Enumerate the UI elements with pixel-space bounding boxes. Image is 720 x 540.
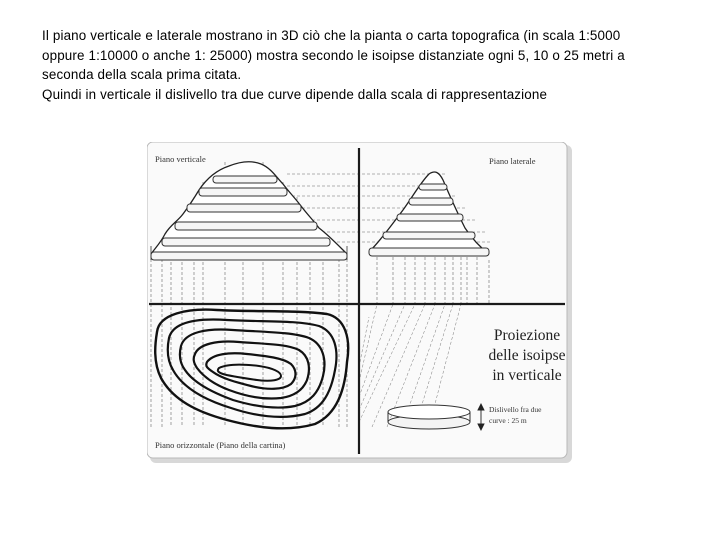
interval-note-line-2: curve : 25 m <box>489 416 527 425</box>
diagram-svg <box>147 142 573 464</box>
projection-title-line-3: in verticale <box>492 367 562 384</box>
caption-line-4: Quindi in verticale il dislivello tra due curve dipende dalla scala di rappresentazione <box>42 86 548 102</box>
projection-title-line-1: Proiezione <box>493 327 561 344</box>
caption-text <box>42 26 682 104</box>
label-lateral-plane: Piano laterale <box>489 156 536 166</box>
contour-disc-illustration <box>388 405 470 429</box>
label-vertical-plane: Piano verticale <box>155 154 206 164</box>
caption-line-2: oppure 1:10000 o anche 1: 25000) mostra secondo le isoipse distanziate ogni 5, 10 o 25 metri a <box>42 47 625 63</box>
contour-projection-diagram <box>147 142 573 464</box>
projection-title-line-2: delle isoipse <box>488 347 566 364</box>
interval-note-line-1: Dislivello fra due <box>489 405 542 414</box>
caption-line-1: Il piano verticale e laterale mostrano in 3D ciò che la pianta o carta topografica (in scala 1:5000 <box>42 28 621 43</box>
caption-line-3: seconda della scala prima citata. <box>42 67 242 83</box>
label-horizontal-plane: Piano orizzontale (Piano della cartina) <box>155 440 286 450</box>
